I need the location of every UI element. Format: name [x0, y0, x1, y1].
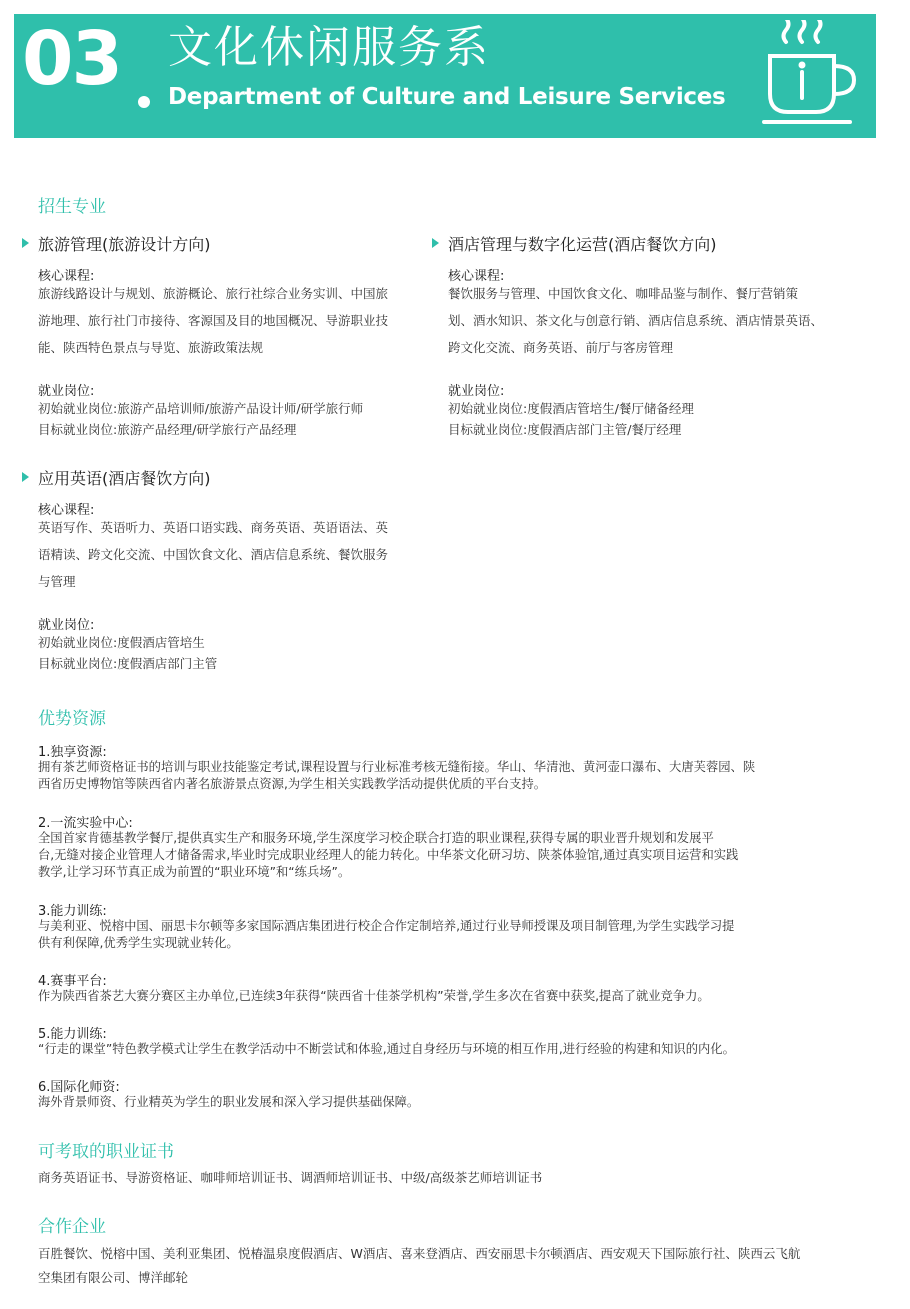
jobs-list	[38, 398, 363, 440]
number-dot	[138, 96, 150, 108]
resource-text	[38, 759, 853, 793]
core-courses-line: 英语写作、英语听力、英语口语实践、商务英语、英语语法、英	[38, 520, 389, 535]
triangle-bullet-icon	[432, 238, 439, 248]
job-target: 目标就业岗位:度假酒店部门主管	[38, 656, 218, 671]
certificates-text: 商务英语证书、导游资格证、咖啡师培训证书、调酒师培训证书、中级/高级茶艺师培训证书	[38, 1170, 543, 1185]
jobs-label: 就业岗位:	[38, 384, 95, 399]
job-target: 目标就业岗位:旅游产品经理/研学旅行产品经理	[38, 422, 297, 437]
resource-line: 教学,让学习环节真正成为前置的“职业环境”和“练兵场”。	[38, 865, 351, 879]
job-initial: 初始就业岗位:旅游产品培训师/旅游产品设计师/研学旅行师	[38, 401, 364, 416]
jobs-label: 就业岗位:	[448, 384, 505, 399]
core-courses-line: 语精读、跨文化交流、中国饮食文化、酒店信息系统、餐饮服务	[38, 547, 389, 562]
core-courses-label: 核心课程:	[448, 269, 505, 284]
major-name: 酒店管理与数字化运营(酒店餐饮方向)	[448, 235, 717, 254]
job-target: 目标就业岗位:度假酒店部门主管/餐厅经理	[448, 422, 682, 437]
core-courses-label: 核心课程:	[38, 269, 95, 284]
jobs-list	[448, 398, 694, 440]
core-courses-line: 与管理	[38, 574, 76, 589]
major-tourism-management	[22, 232, 211, 255]
resource-title: 6.国际化师资:	[38, 1080, 120, 1095]
resource-text	[38, 918, 853, 952]
resource-line: 拥有茶艺师资格证书的培训与职业技能鉴定考试,课程设置与行业标准考核无缝衔接。华山、华清池、黄河壶口瀑布、大唐芙蓉园、陕	[38, 760, 756, 774]
majors-heading: 招生专业	[38, 197, 106, 217]
resource-line: 与美利亚、悦榕中国、丽思卡尔顿等多家国际酒店集团进行校企合作定制培养,通过行业导师授课及项目制管理,为学生实践学习提	[38, 919, 735, 933]
core-courses-label: 核心课程:	[38, 503, 95, 518]
major-name: 应用英语(酒店餐饮方向)	[38, 469, 211, 488]
job-initial: 初始就业岗位:度假酒店管培生	[38, 635, 205, 650]
jobs-label: 就业岗位:	[38, 618, 95, 633]
resource-text	[38, 1094, 853, 1111]
resource-line: 作为陕西省茶艺大赛分赛区主办单位,已连续3年获得“陕西省十佳茶学机构”荣誉,学生多次在省赛中获奖,提高了就业竞争力。	[38, 989, 710, 1003]
core-courses-line: 划、酒水知识、茶文化与创意行销、酒店信息系统、酒店情景英语、	[448, 313, 824, 328]
resource-line: “行走的课堂”特色教学模式让学生在教学活动中不断尝试和体验,通过自身经历与环境的相互作用,进行经验的构建和知识的内化。	[38, 1042, 735, 1056]
department-number: 03	[22, 16, 121, 102]
resource-line: 供有利保障,优秀学生实现就业转化。	[38, 936, 239, 950]
major-hotel-management	[432, 232, 717, 255]
resource-line: 全国首家肯德基教学餐厅,提供真实生产和服务环境,学生深度学习校企联合打造的职业课程,获得专属的职业晋升规划和发展平	[38, 831, 714, 845]
resource-text	[38, 988, 853, 1005]
partners-line: 百胜餐饮、悦榕中国、美利亚集团、悦椿温泉度假酒店、W酒店、喜来登酒店、西安丽思卡尔顿酒店、西安观天下国际旅行社、陕西云飞航	[38, 1246, 801, 1261]
department-title-en: Department of Culture and Leisure Services	[168, 84, 726, 110]
partners-text	[38, 1242, 858, 1290]
core-courses-line: 餐饮服务与管理、中国饮食文化、咖啡品鉴与制作、餐厅营销策	[448, 286, 799, 301]
core-courses-line: 能、陕西特色景点与导览、旅游政策法规	[38, 340, 264, 355]
resource-title: 4.赛事平台:	[38, 974, 107, 989]
department-title-cn: 文化休闲服务系	[168, 22, 490, 73]
core-courses-line: 游地理、旅行社门市接待、客源国及目的地国概况、导游职业技	[38, 313, 389, 328]
certificates-heading: 可考取的职业证书	[38, 1142, 174, 1162]
resource-line: 海外背景师资、行业精英为学生的职业发展和深入学习提供基础保障。	[38, 1095, 420, 1109]
core-courses-text	[38, 280, 428, 361]
major-applied-english	[22, 466, 211, 489]
major-name: 旅游管理(旅游设计方向)	[38, 235, 211, 254]
core-courses-text	[448, 280, 858, 361]
core-courses-text	[38, 514, 428, 595]
resource-title: 2.一流实验中心:	[38, 816, 133, 831]
resource-title: 1.独享资源:	[38, 745, 107, 760]
resource-text	[38, 830, 853, 881]
core-courses-line: 旅游线路设计与规划、旅游概论、旅行社综合业务实训、中国旅	[38, 286, 389, 301]
job-initial: 初始就业岗位:度假酒店管培生/餐厅储备经理	[448, 401, 694, 416]
core-courses-line: 跨文化交流、商务英语、前厅与客房管理	[448, 340, 674, 355]
triangle-bullet-icon	[22, 472, 29, 482]
resource-line: 西省历史博物馆等陕西省内著名旅游景点资源,为学生相关实践教学活动提供优质的平台支持。	[38, 777, 547, 791]
resource-title: 5.能力训练:	[38, 1027, 107, 1042]
jobs-list	[38, 632, 217, 674]
coffee-cup-icon	[750, 20, 870, 130]
triangle-bullet-icon	[22, 238, 29, 248]
partners-line: 空集团有限公司、博洋邮轮	[38, 1270, 189, 1285]
resource-line: 台,无缝对接企业管理人才储备需求,毕业时完成职业经理人的能力转化。中华茶文化研习坊、陕茶体验馆,通过真实项目运营和实践	[38, 848, 739, 862]
resource-title: 3.能力训练:	[38, 904, 107, 919]
partners-heading: 合作企业	[38, 1217, 106, 1237]
resources-heading: 优势资源	[38, 709, 106, 729]
resource-text	[38, 1041, 853, 1058]
